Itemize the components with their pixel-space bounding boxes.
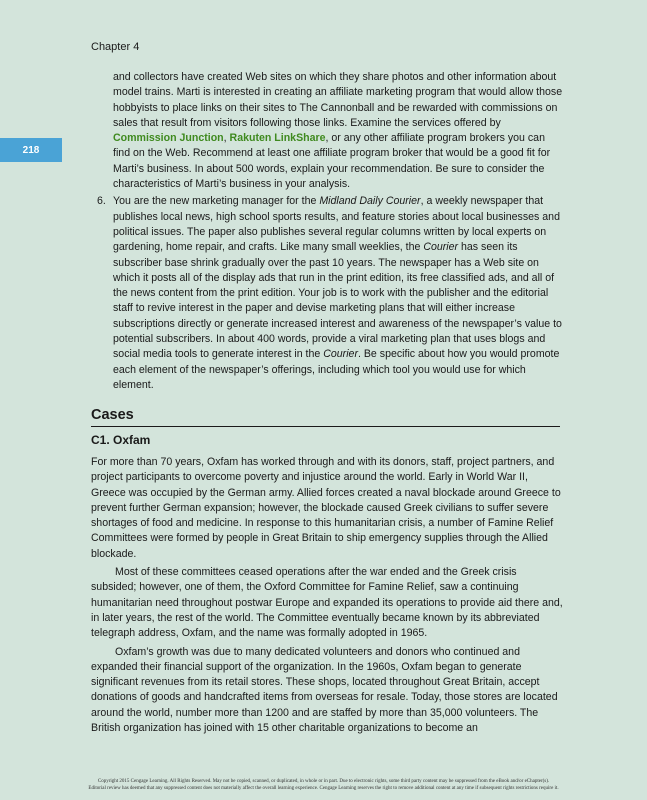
- chapter-label: Chapter 4: [91, 41, 140, 53]
- case-body: [91, 455, 563, 739]
- exercise-list: [97, 70, 563, 393]
- case-paragraph: Oxfam’s growth was due to many dedicated volunteers and donors who continued and expanded their financial support of the organization. In the 1960s, Oxfam began to generate significant revenues from its retail stores. These shops, located throughout Great Britain, accept donations of goods and handcrafted items from overseas for resale. Today, those stores are located around the world, number more than 1200 and are staffed by more than 35,000 volunteers. The British organization has joined with 15 other charitable organizations to become an: [91, 645, 558, 735]
- page-number-tab: 218: [0, 138, 62, 162]
- rakuten-linkshare-link[interactable]: Rakuten LinkShare: [229, 132, 326, 145]
- case-paragraph: For more than 70 years, Oxfam has worked through and with its donors, staff, project partners, and project participants to overcome poverty and injustice around the world. Early in World War II, Greece was occupied by the German army. Allied forces created a naval blockade around Greece to prevent further German expansion; however, the blockade caused Greek civilians to suffer severe shortages of food and medicine. In response to this humanitarian crisis, a number of Famine Relief Committees were formed by people in Great Britain to ship emergency supplies through the Allied blockade.: [91, 456, 561, 560]
- exercise-6-number: 6.: [97, 195, 106, 208]
- copyright-footer: [14, 778, 633, 792]
- copyright-line: Copyright 2015 Cengage Learning. All Rights Reserved. May not be copied, scanned, or duplicated, in whole or in part. Due to electronic rights, some third party content may be suppressed from the eBook and/or eChapter(s).: [97, 779, 550, 784]
- case-title: C1. Oxfam: [91, 433, 151, 447]
- cases-heading: Cases: [91, 407, 560, 427]
- commission-junction-link[interactable]: Commission Junction: [113, 132, 224, 145]
- exercise-5-continued: and collectors have created Web sites on which they share photos and other information about model trains. Marti is interested in creating an affiliate marketing program that would allow those hobbyists to place links on their sites to The Cannonball and be rewarded with commissions on sales that result from visitors following those links. Examine the services offered by Commission Junction, Rakuten LinkShare, or any other affiliate program brokers you can find on the Web. Recommend at least one affiliate program broker that would be a good fit for Marti’s business. In about 500 words, explain your recommendation. Be sure to consider the characteristics of Marti’s business in your analysis.: [113, 71, 563, 191]
- exercise-6: 6. You are the new marketing manager for the Midland Daily Courier, a weekly newspaper that publishes local news, high school sports results, and feature stories about local businesses and political issues. The paper also publishes several regular columns written by local experts on gardening, home repair, and crafts. Like many small weeklies, the Courier has seen its subscriber base shrink gradually over the past 10 years. The newspaper has a Web site on which it posts all of the display ads that run in the print edition, its free classified ads, and all of the news content from the print edition. Your job is to work with the publisher and the editorial staff to revive interest in the paper and devise marketing plans that will either increase subscriptions directly or generate increased interest and awareness of the newspaper’s value to potential subscribers. In about 400 words, provide a viral marketing plan that uses blogs and social media tools to generate interest in the Courier. Be specific about how you would promote each element of the newspaper’s offerings, including which tool you would use for which element.: [97, 195, 562, 391]
- copyright-line: Editorial review has deemed that any suppressed content does not materially affect the overall learning experience. Cengage Learning reserves the right to remove additional content at any time if subsequent rights restrictions require it.: [88, 786, 559, 792]
- newspaper-title: Midland Daily Courier: [319, 195, 421, 208]
- case-paragraph: Most of these committees ceased operations after the war ended and the Greek crisis subsided; however, one of them, the Oxford Committee for Famine Relief, saw a continuing humanitarian need throughout postwar Europe and expanded its operations to provide aid there and, in later years, the rest of the world. The Committee eventually became known by its abbreviated telegraph address, Oxfam, and the name was formally adopted in 1965.: [91, 566, 563, 640]
